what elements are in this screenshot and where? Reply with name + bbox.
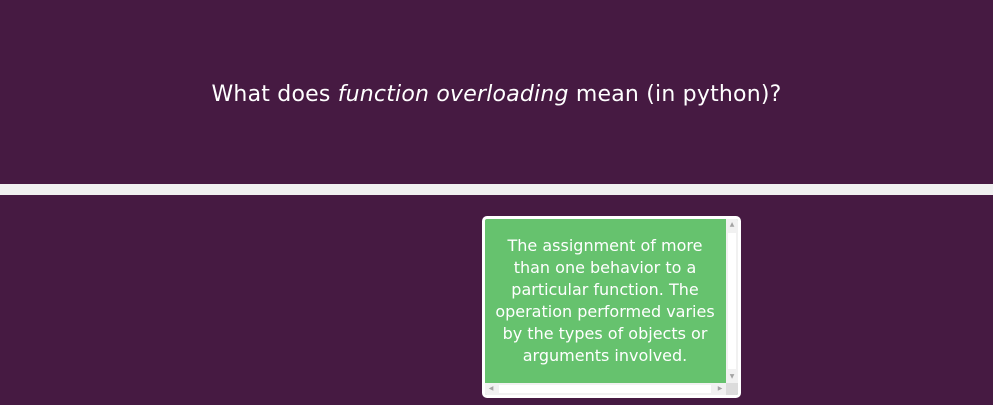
triangle-right-icon[interactable]: ▶ (717, 385, 723, 392)
triangle-left-icon[interactable]: ◀ (488, 385, 494, 392)
vertical-scrollbar[interactable] (726, 219, 738, 383)
triangle-down-icon[interactable]: ▼ (729, 373, 735, 380)
triangle-up-icon[interactable]: ▲ (729, 221, 735, 228)
answer-text: The assignment of more than one behavior to a particular function. The operation performed varies by the types of objects or arguments involved. (495, 236, 715, 365)
scrollbar-corner (726, 383, 738, 395)
divider (0, 184, 993, 195)
question-prefix: What does (211, 82, 338, 107)
answer-card[interactable] (482, 216, 741, 398)
question-text (0, 82, 993, 107)
horizontal-scroll-thumb[interactable] (499, 385, 711, 393)
vertical-scroll-thumb[interactable] (728, 233, 736, 369)
question-suffix: mean (in python)? (568, 82, 782, 107)
question-emphasis: function overloading (337, 82, 569, 107)
question-panel (0, 0, 993, 184)
horizontal-scrollbar[interactable] (485, 383, 726, 395)
